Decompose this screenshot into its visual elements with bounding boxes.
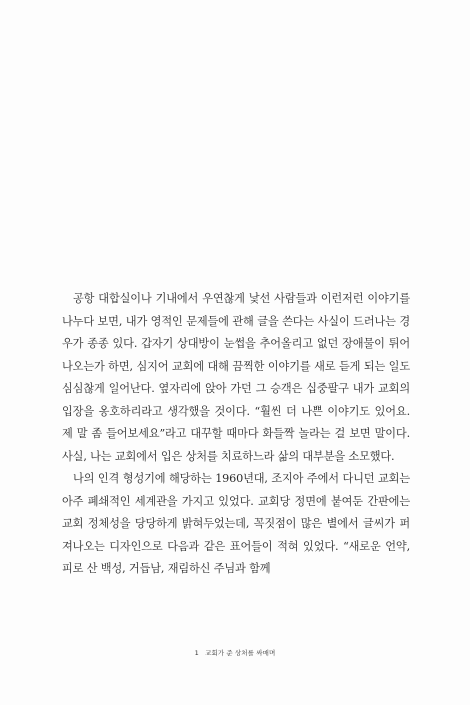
body-text (62, 288, 410, 581)
page-number: 1 (194, 649, 199, 657)
running-title: 교회가 준 상처를 싸매며 (205, 649, 276, 657)
page-footer (0, 648, 470, 657)
paragraph-1: 공항 대합실이나 기내에서 우연찮게 낯선 사람들과 이런저런 이야기를 나누다 보면, 내가 영적인 문제들에 관해 글을 쓴다는 사실이 드러나는 경우가 종종 있다. 갑자기 상대방이 눈썹을 추어올리고 없던 장애물이 튀어나오는가 하면, 심지어 교회에 대해 끔찍한 이야기를 새로 듣게 되는 일도 심심찮게 일어난다. 옆자리에 앉아 가던 그 승객은 십중팔구 내가 교회의 입장을 옹호하리라고 생각했을 것이다. “훨씬 더 나쁜 이야기도 있어요. 제 말 좀 들어보세요”라고 대꾸할 때마다 화들짝 놀라는 걸 보면 말이다. 사실, 나는 교회에서 입은 상처를 치료하느라 삶의 대부분을 소모했다. (62, 292, 410, 463)
paragraph-2: 나의 인격 형성기에 해당하는 1960년대, 조지아 주에서 다니던 교회는 아주 폐쇄적인 세계관을 가지고 있었다. 교회당 정면에 붙여둔 간판에는 교회 정체성을 당당하게 밝혀두었는데, 꼭짓점이 많은 별에서 글씨가 퍼져나오는 디자인으로 다음과 같은 표어들이 적혀 있었다. “새로운 언약, 피로 산 백성, 거듭남, 재림하신 주님과 함께 (62, 472, 410, 575)
